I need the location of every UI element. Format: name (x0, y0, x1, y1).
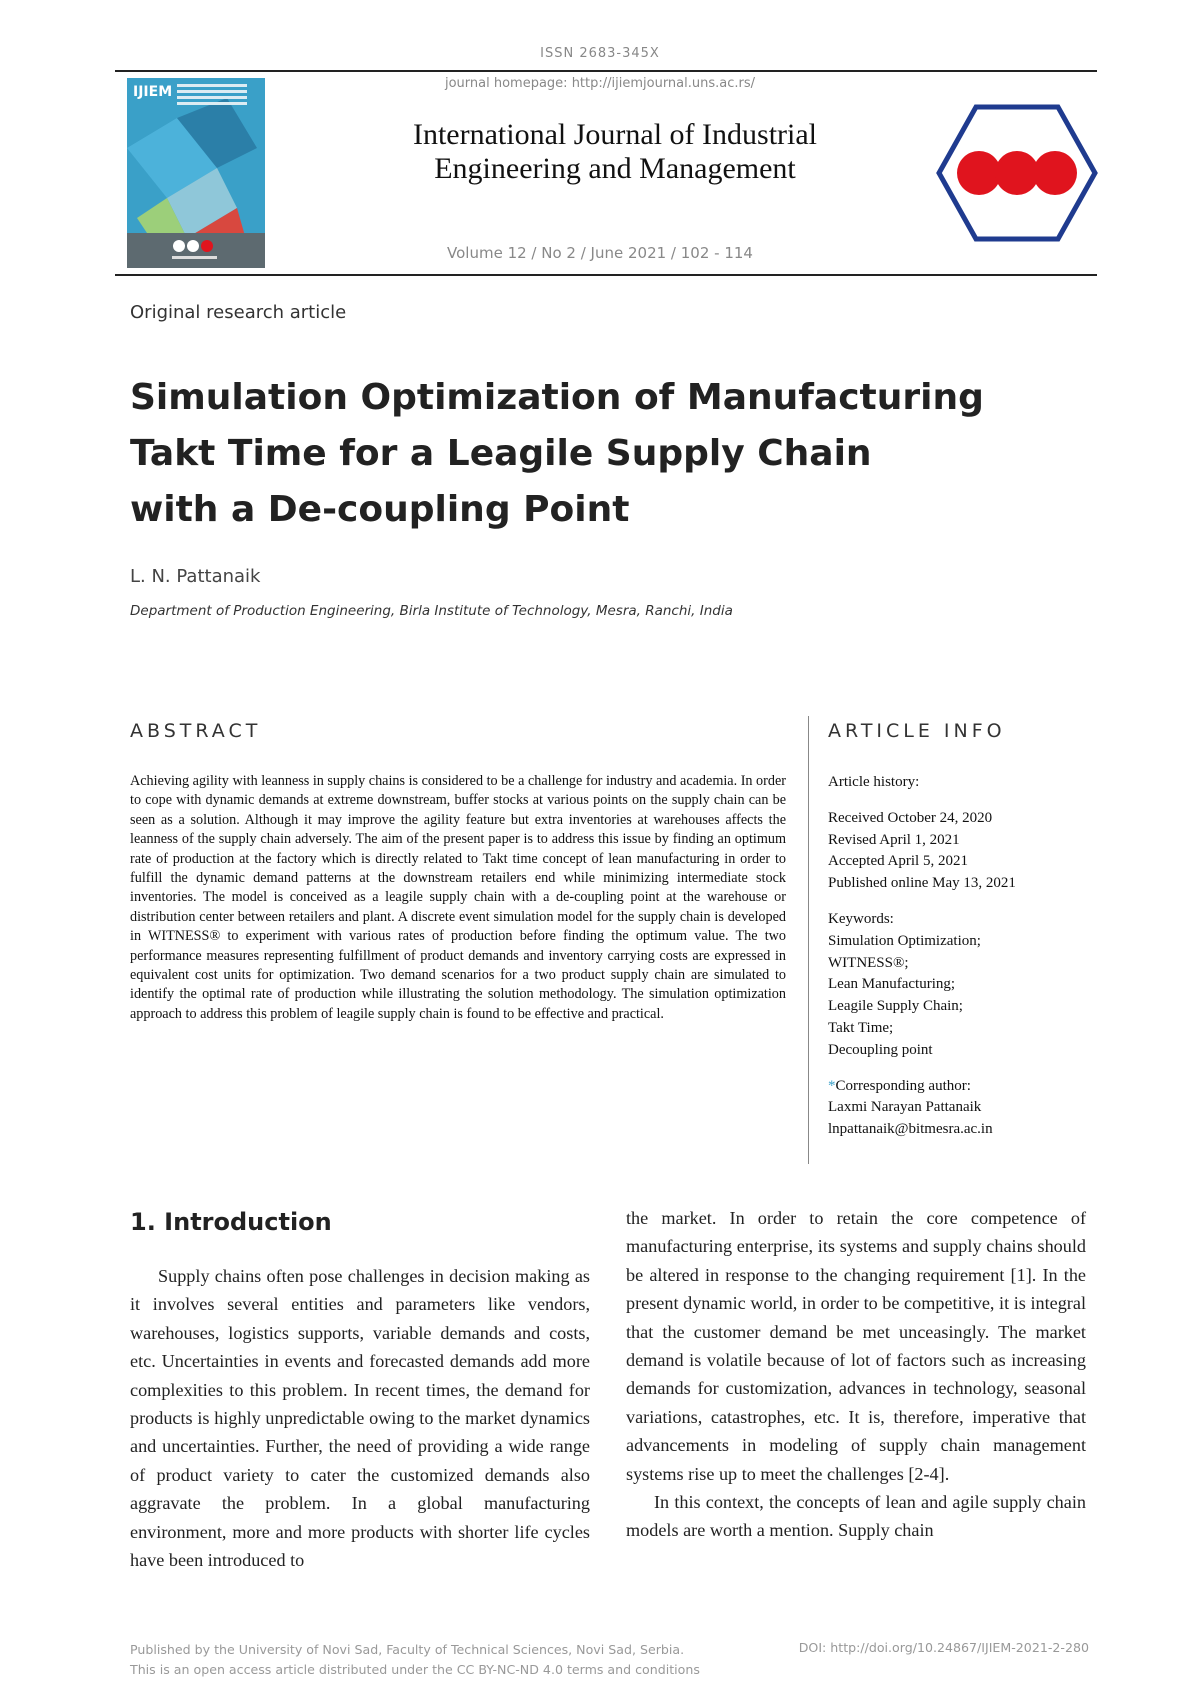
journal-title (290, 118, 940, 186)
article-info-heading: ARTICLE INFO (828, 720, 1006, 742)
paper-title (130, 370, 990, 538)
author-affiliation: Department of Production Engineering, Birla Institute of Technology, Mesra, Ranchi, India (130, 603, 733, 619)
keyword-item: Leagile Supply Chain; (828, 998, 963, 1015)
article-type: Original research article (130, 302, 347, 323)
keyword-item: Takt Time; (828, 1019, 894, 1036)
paper-title-line3: with a De-coupling Point (130, 489, 630, 530)
corresponding-email[interactable]: lnpattanaik@bitmesra.ac.in (828, 1121, 993, 1138)
column-divider (808, 716, 809, 1164)
author-name: L. N. Pattanaik (130, 566, 261, 587)
keyword-item: Lean Manufacturing; (828, 976, 956, 993)
journal-title-line1: International Journal of Industrial (412, 118, 818, 151)
keyword-item: Decoupling point (828, 1041, 933, 1058)
date-received: Received October 24, 2020 (828, 809, 993, 826)
date-accepted: Accepted April 5, 2021 (828, 853, 968, 870)
intro-paragraph: In this context, the concepts of lean and agile supply chain models are worth a mention. Supply chain (626, 1492, 1086, 1541)
issn: ISSN 2683-345X (540, 46, 660, 61)
intro-column-left: Supply chains often pose challenges in decision making as it involves several entities and parameters like vendors, warehouses, logistics supports, variable demands and costs, etc. Uncertainties in events and forecasted demands add more complexities to this problem. In recent times, the demand for products is highly unpredictable owing to the market dynamics and uncertainties. Further, the need of providing a wide range of product variety to cater the customized demands also aggravate the problem. In a global manufacturing environment, more and more products with shorter life cycles have been introduced to (130, 1266, 590, 1571)
cover-title: IJIEM (133, 84, 173, 100)
header-bottom-rule (115, 274, 1097, 276)
footer-license[interactable]: This is an open access article distributed under the CC BY-NC-ND 4.0 terms and conditions (130, 1662, 700, 1677)
corresponding-mark: * (828, 1077, 836, 1094)
header-top-rule (115, 70, 1097, 72)
history-label: Article history: (828, 774, 920, 790)
abstract-text: Achieving agility with leanness in supply chains is considered to be a challenge for industry and academia. In order to cope with dynamic demands at extreme downstream, buffer stocks at various points on the supply chain can be seen as a solution. Although it may improve the agility feature but extra inventories at warehouses affects the leanness of the supply chain adversely. The aim of the present paper is to address this issue by finding an optimum rate of production at the factory which is directly related to Takt time concept of lean manufacturing in order to fulfill the dynamic demand patterns at the downstream retailers end while minimizing intermediate stock inventories. The model is conceived as a leagile supply chain with a de-coupling point at the warehouse or distribution center between retailers and plant. A discrete event simulation model for the supply chain is developed in WITNESS® to experiment with various rates of production before finding the optimum value. The two performance measures representing fulfillment of product demands and inventory carrying costs are expressed in equivalent cost units for optimization. Two demand scenarios for a two product supply chain are simulated to identify the optimal rate of production while illustrating the solution methodology. The simulation optimization approach to address this problem of leagile supply chain is found to be effective and practical. (130, 773, 786, 1022)
volume-info: Volume 12 / No 2 / June 2021 / 102 - 114 (447, 244, 753, 262)
keywords-label: Keywords: (828, 910, 894, 927)
intro-paragraph: the market. In order to retain the core competence of manufacturing enterprise, its systems and supply chains should be altered in response to the changing requirement [1]. In the present dynamic world, in order to be competitive, it is integral that the customer demand be met unceasingly. The market demand is volatile because of lot of factors such as increasing demands for customization, advances in technology, seasonal variations, catastrophes, etc. It is, therefore, imperative that advancements in modeling of supply chain management systems rise up to meet the challenges [2-4]. (626, 1208, 1086, 1484)
corresponding-name: Laxmi Narayan Pattanaik (828, 1099, 982, 1116)
journal-logo-icon (936, 104, 1098, 242)
journal-title-line2: Engineering and Management (434, 152, 796, 185)
date-revised: Revised April 1, 2021 (828, 831, 960, 848)
footer-doi-link[interactable]: DOI: http://doi.org/10.24867/IJIEM-2021-2-280 (798, 1640, 1089, 1655)
paper-title-line1: Simulation Optimization of Manufacturing (130, 377, 984, 418)
journal-homepage-link[interactable]: journal homepage: http://ijiemjournal.uns.ac.rs/ (444, 76, 756, 91)
journal-cover-image (127, 78, 265, 268)
section-heading-introduction: 1. Introduction (130, 1208, 332, 1236)
intro-column-right (626, 1204, 1086, 1545)
paper-title-line2: Takt Time for a Leagile Supply Chain (130, 433, 872, 474)
abstract-heading: ABSTRACT (130, 720, 262, 742)
keyword-item: WITNESS®; (828, 954, 909, 971)
footer-publisher (130, 1640, 700, 1680)
keyword-item: Simulation Optimization; (828, 932, 981, 949)
date-published: Published online May 13, 2021 (828, 875, 1016, 892)
article-info (828, 772, 1088, 1141)
footer-line1: Published by the University of Novi Sad, Faculty of Technical Sciences, Novi Sad, Serbia. (130, 1642, 685, 1657)
corresponding-label: *Corresponding author: (828, 1077, 971, 1094)
